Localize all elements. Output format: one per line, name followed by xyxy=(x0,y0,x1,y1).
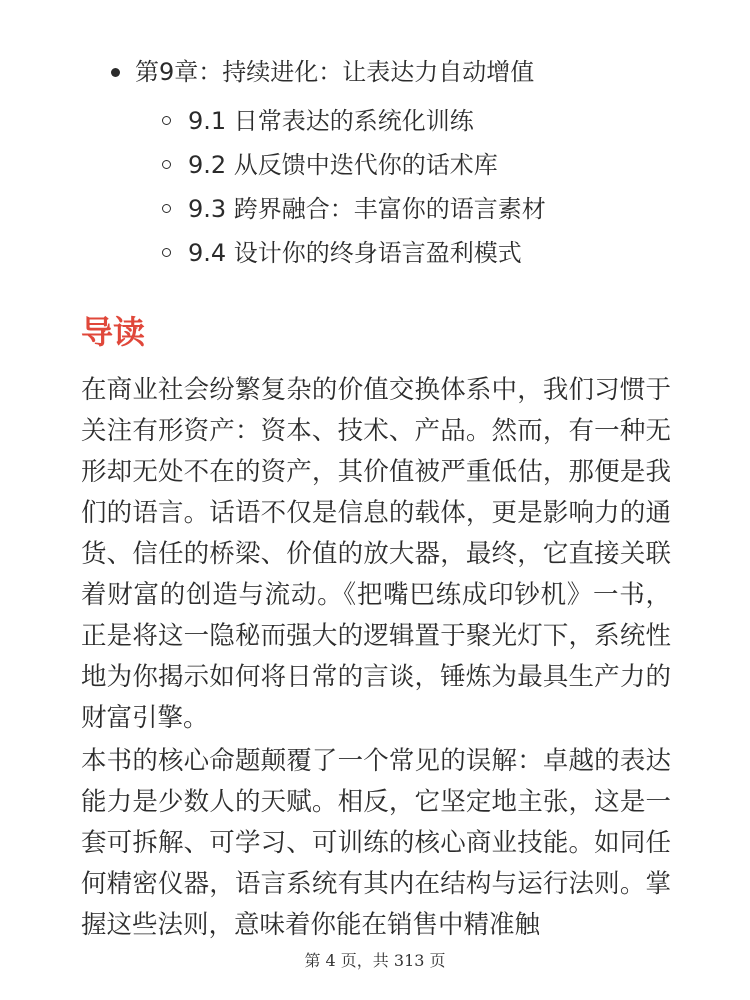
toc-section-item xyxy=(0,187,750,231)
intro-paragraph: 在商业社会纷繁复杂的价值交换体系中，我们习惯于关注有形资产：资本、技术、产品。然而，有一种无形却无处不在的资产，其价值被严重低估，那便是我们的语言。话语不仅是信息的载体，更是影响力的通货、信任的桥梁、价值的放大器，最终，它直接关联着财富的创造与流动。《把嘴巴练成印钞机》一书，正是将这一隐秘而强大的逻辑置于聚光灯下，系统性地为你揭示如何将日常的言谈，锤炼为最具生产力的财富引擎。 xyxy=(81,375,671,733)
page-number-footer: 第 4 页，共 313 页 xyxy=(304,951,446,970)
bullet-icon xyxy=(111,68,120,77)
hollow-bullet-icon xyxy=(162,116,171,125)
toc-section-item xyxy=(0,99,750,143)
table-of-contents xyxy=(0,50,750,275)
intro-heading: 导读 xyxy=(81,313,146,351)
toc-section-item xyxy=(0,143,750,187)
toc-section-item xyxy=(0,231,750,275)
toc-section-title: 9.4 设计你的终身语言盈利模式 xyxy=(188,239,522,267)
hollow-bullet-icon xyxy=(162,248,171,257)
toc-section-title: 9.2 从反馈中迭代你的话术库 xyxy=(188,151,498,179)
intro-paragraph: 本书的核心命题颠覆了一个常见的误解：卓越的表达能力是少数人的天赋。相反，它坚定地主张，这是一套可拆解、可学习、可训练的核心商业技能。如同任何精密仪器，语言系统有其内在结构与运行法则。掌握这些法则，意味着你能在销售中精准触 xyxy=(81,746,671,940)
toc-chapter-item xyxy=(0,50,750,94)
hollow-bullet-icon xyxy=(162,160,171,169)
toc-chapter-title: 第9章：持续进化：让表达力自动增值 xyxy=(135,58,535,86)
hollow-bullet-icon xyxy=(162,204,171,213)
toc-section-list xyxy=(0,99,750,275)
toc-section-title: 9.1 日常表达的系统化训练 xyxy=(188,107,474,135)
toc-section-title: 9.3 跨界融合：丰富你的语言素材 xyxy=(188,195,546,223)
